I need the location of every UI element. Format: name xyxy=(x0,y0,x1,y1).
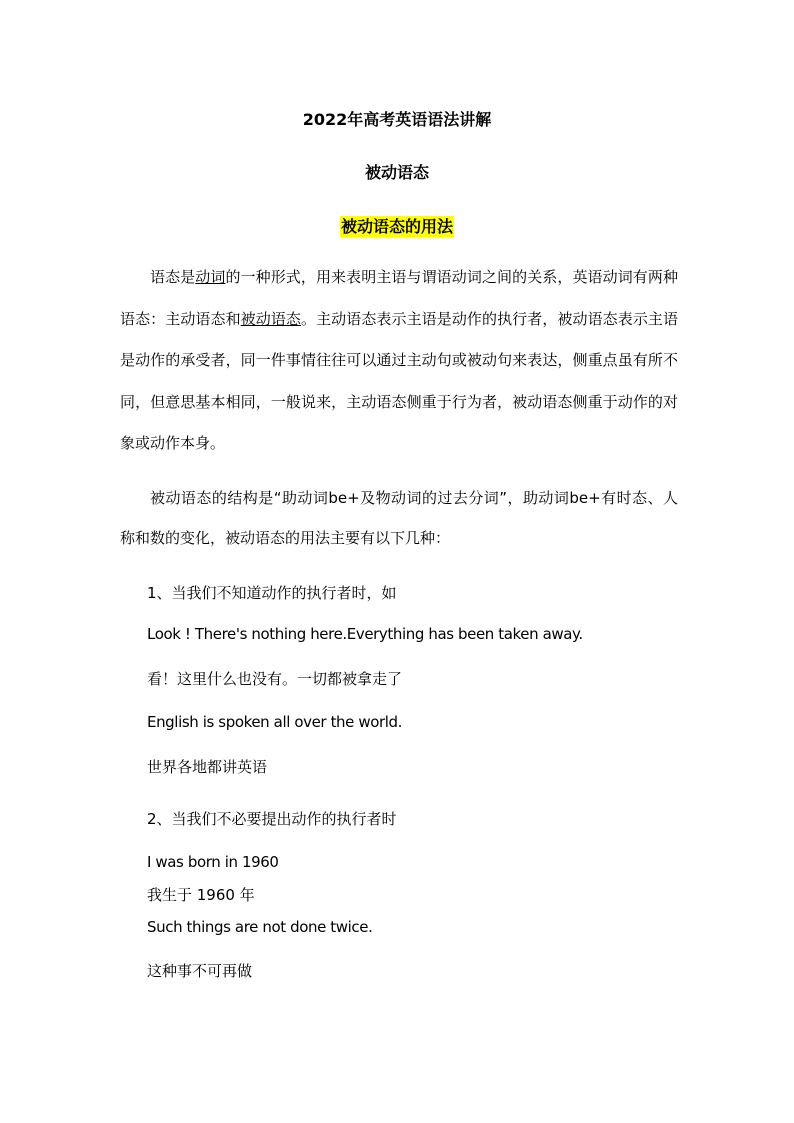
example-english: Look ! There's nothing here.Everything has been taken away. xyxy=(147,625,583,643)
intro-text-1: 语态是 xyxy=(150,268,196,286)
document-subtitle: 被动语态 xyxy=(364,163,429,182)
intro-text-3: 。主动语态表示主语是动作的执行者，被动语态表示主语是动作的承受者，同一件事情往往可以通过主动句或被动句来表达，侧重点虽有所不同，但意思基本相同，一般说来，主动语态侧重于行为者，被动语态侧重于动作的对象或动作本身。 xyxy=(120,309,678,452)
intro-text-2: 的一种形式，用来表明主语与谓语动词之间的关系，英语动词有两种语态：主动语态和 xyxy=(120,268,678,328)
structure-paragraph: 被动语态的结构是“助动词be+及物动词的过去分词”，助动词be+有时态、人称和数的变化，被动语态的用法主要有以下几种： xyxy=(120,489,678,547)
example-chinese: 世界各地都讲英语 xyxy=(147,758,268,776)
link-passive-voice[interactable]: 被动语态 xyxy=(240,309,302,328)
usage-heading-2: 2、当我们不必要提出动作的执行者时 xyxy=(147,810,397,828)
example-english: Such things are not done twice. xyxy=(147,918,373,936)
example-chinese: 我生于 1960 年 xyxy=(147,886,255,904)
example-chinese: 看！这里什么也没有。一切都被拿走了 xyxy=(147,670,403,688)
intro-paragraph xyxy=(120,257,678,465)
usage-heading-1: 1、当我们不知道动作的执行者时，如 xyxy=(147,584,397,602)
example-english: English is spoken all over the world. xyxy=(147,713,403,731)
example-chinese: 这种事不可再做 xyxy=(147,962,253,980)
section-heading xyxy=(0,214,794,237)
document-title: 2022年高考英语语法讲解 xyxy=(302,110,492,129)
example-english: I was born in 1960 xyxy=(147,853,279,871)
link-verb[interactable]: 动词 xyxy=(195,268,226,286)
highlighted-heading-text: 被动语态的用法 xyxy=(340,217,453,236)
